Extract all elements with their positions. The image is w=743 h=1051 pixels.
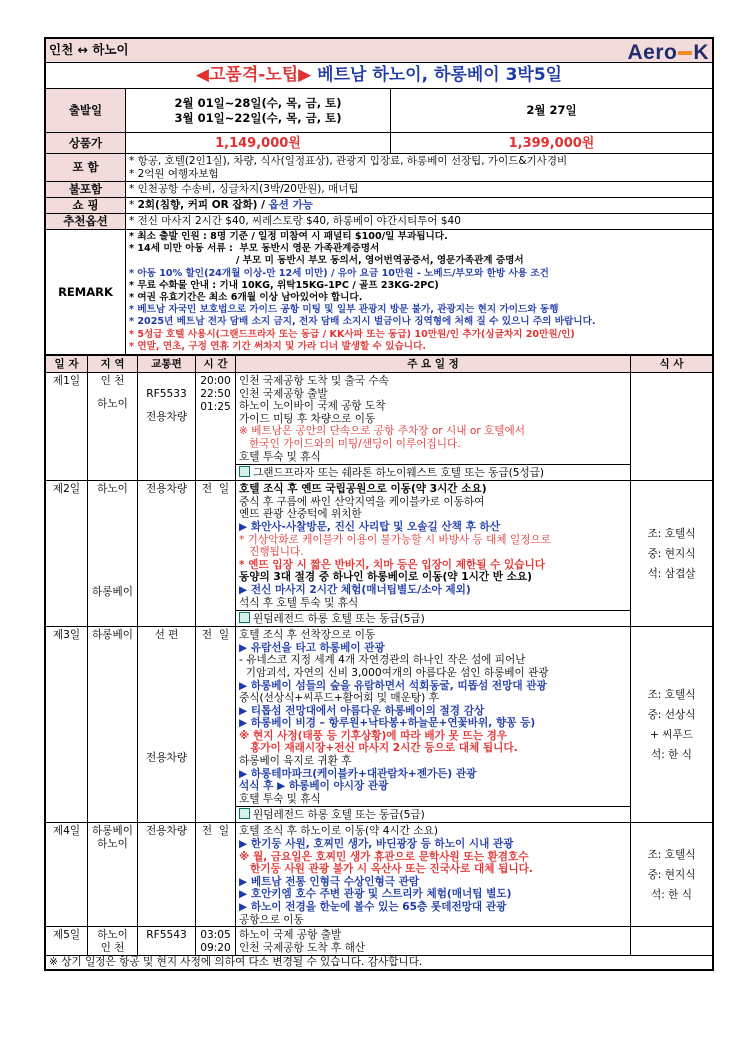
exclude-text: * 인천공항 수송비, 싱글차지(3박/20만원), 매너팁 — [126, 182, 713, 198]
remark-line: * 무료 수화물 안내 : 기내 10KG, 위탁15KG-1PC / 골프 23KG-2PC) — [129, 279, 439, 291]
meal-item: 조: 호텔식 — [647, 848, 696, 861]
time-value: 전 일 — [201, 483, 230, 496]
plan-line: ▶ 화안사-사찰방문, 진신 사리탑 및 오솔길 산책 후 하산 — [239, 520, 500, 533]
plan-line: 인천 국제공항 도착 후 해산 — [239, 941, 366, 954]
plan-line: 진행됩니다. — [239, 546, 304, 559]
col-day: 일 자 — [46, 356, 88, 373]
region-cell — [88, 373, 138, 481]
meal-cell — [631, 373, 713, 481]
price-b: 1,399,000원 — [391, 133, 713, 154]
transport-name: 전용차량 — [146, 825, 187, 838]
hotel-line — [236, 806, 630, 823]
schedule-row — [46, 627, 713, 823]
meal-item: 석: 한 식 — [650, 748, 692, 761]
plan-line: 공항으로 이동 — [239, 913, 304, 926]
region-name: 하노이 — [97, 929, 128, 942]
plan-line: ▶ 유람선을 타고 하롱베이 관광 — [239, 641, 385, 654]
plan-line: 석식 후 ▶ 하롱베이 야시장 관광 — [239, 780, 389, 793]
time-cell — [196, 481, 236, 627]
region-cell — [88, 927, 138, 956]
plan-cell — [236, 373, 631, 481]
plan-line: ▶ 티톱섬 전망대에서 아름다운 하롱베이의 절경 감상 — [239, 704, 485, 717]
region-name: 하노이 — [97, 483, 128, 496]
col-transport: 교통편 — [138, 356, 196, 373]
day-label: 제3일 — [46, 627, 88, 823]
time-cell — [196, 927, 236, 956]
plan-line: ▶ 하롱테마파크(케이블카+대관람차+젠가든) 관광 — [239, 767, 477, 780]
hotel-name: 그랜드프라자 또는 쉐라톤 하노이웨스트 호텔 또는 동급(5성급) — [253, 467, 545, 480]
day-label: 제4일 — [46, 823, 88, 927]
page-title: ◀고품격-노팁▶ 베트남 하노이, 하롱베이 3박5일 — [46, 63, 713, 89]
schedule-row — [46, 823, 713, 927]
time-value: 20:00 — [200, 375, 231, 388]
plan-line: ▶ 하노이 전경을 한눈에 볼수 있는 65층 롯데전망대 관광 — [239, 901, 507, 913]
hotel-name: 윈덤레전드 하롱 호텔 또는 동급(5급) — [253, 809, 425, 822]
meal-item: 중: 선상식 — [647, 708, 696, 721]
meal-item: 조: 호텔식 — [647, 527, 696, 540]
meal-cell — [631, 927, 713, 956]
transport-name: 전용차량 — [146, 411, 187, 424]
plan-line: ▶ 한기둥 사원, 호찌민 생가, 바딘광장 등 하노이 시내 관광 — [239, 838, 514, 851]
price-label: 상품가 — [46, 133, 126, 154]
plan-line: 한기둥 사원 관광 불가 시 옥산사 또는 진국사로 대체 됩니다. — [239, 863, 533, 876]
header-bar — [46, 39, 713, 63]
region-cell — [88, 823, 138, 927]
plan-line: * 옌뜨 입장 시 짧은 반바지, 치마 등은 입장이 제한될 수 있습니다 — [239, 558, 545, 571]
time-cell — [196, 373, 236, 481]
departure-dates-a: 2월 01일~28일(수, 목, 금, 토) 3월 01일~22일(수, 목, 금, 토) — [126, 89, 391, 133]
time-value: 22:50 — [200, 388, 231, 401]
exclude-label: 불포함 — [46, 182, 126, 198]
route-label: 인천 ↔ 하노이 — [49, 41, 129, 57]
plan-line: 호텔 조식 후 선착장으로 이동 — [239, 629, 376, 642]
plan-line: 하롱베이 육지로 귀환 후 — [239, 755, 352, 768]
meal-item: + 씨푸드 — [650, 728, 693, 741]
plan-cell — [236, 627, 631, 823]
region-name: 하노이 — [97, 398, 128, 411]
plan-line: 인천 국제공항 출발 — [239, 387, 328, 400]
plan-line: ※ 베트남은 공안의 단속으로 공항 주차장 or 시내 or 호텔에서 — [239, 425, 525, 438]
schedule-row — [46, 373, 713, 481]
meal-cell — [631, 481, 713, 627]
plan-line: ▶ 전신 마사지 2시간 체험(매너팁별도/소아 제외) — [239, 583, 471, 596]
col-region: 지 역 — [88, 356, 138, 373]
recommend-text: * 전신 마사지 2시간 $40, 씨레스토랑 $40, 하롱베이 야간시티투어 $40 — [126, 214, 713, 230]
transport-cell — [138, 481, 196, 627]
col-plan: 주 요 일 정 — [236, 356, 631, 373]
col-meal: 식 사 — [631, 356, 713, 373]
time-value: 09:20 — [200, 942, 231, 955]
time-cell — [196, 627, 236, 823]
region-name: 인 천 — [100, 375, 125, 388]
plan-line: 하노이 국제 공항 출발 — [239, 929, 342, 942]
remark-line: * 14세 미만 아동 서류 : 부모 동반시 영문 가족관계증명서 — [129, 243, 380, 255]
plan-line: 중식(선상식+씨푸드+활어회 및 매운탕) 후 — [239, 692, 439, 705]
remark-line: * 2025년 베트남 전자 담배 소지 금지, 전자 담배 소지시 벌금이나 징역형에 처해 질 수 있으니 주의 바랍니다. — [129, 316, 596, 328]
plan-line: ▶ 하롱베이 비경 – 항루원+낙타봉+하늘문+연꽃바위, 향꽁 등) — [239, 717, 536, 730]
meal-item: 중: 현지식 — [647, 868, 696, 881]
plan-cell — [236, 927, 631, 956]
plan-line: ▶ 호안키엠 호수 주변 관광 및 스트리카 체험(매너팁 별도) — [239, 888, 512, 901]
include-label: 포 함 — [46, 154, 126, 182]
hotel-name: 윈덤레전드 하롱 호텔 또는 동급(5급) — [253, 613, 425, 626]
region-name: 하롱베이 — [92, 586, 133, 599]
transport-name: 전용차량 — [146, 483, 187, 496]
shopping-label: 쇼 핑 — [46, 198, 126, 214]
departure-label: 출발일 — [46, 89, 126, 133]
departure-dates-b: 2월 27일 — [391, 89, 713, 133]
itinerary-document — [44, 37, 714, 971]
time-value: 01:25 — [200, 401, 231, 414]
plan-line: 호텔 조식 후 하노이로 이동(약 4시간 소요) — [239, 825, 438, 838]
plan-cell — [236, 823, 631, 927]
hotel-icon — [239, 808, 250, 819]
plan-line: ▶ 하롱베이 섬들의 숲을 유람하면서 석회동굴, 띠똡섬 전망대 관광 — [239, 679, 547, 692]
remark-line: * 아동 10% 할인(24개월 이상-만 12세 미만) / 유아 요금 10만원 - 노베드/부모와 한방 사용 조건 — [129, 267, 549, 279]
transport-name: 선 편 — [154, 629, 179, 642]
time-value: 전 일 — [201, 825, 230, 838]
region-name: 하노이 — [97, 838, 128, 851]
plan-line: * 기상악화로 케이블카 이용이 불가능할 시 바방사 등 대체 일정으로 — [239, 533, 551, 546]
plan-line: ▶ 베트남 전통 인형극 수상인형극 관람 — [239, 875, 420, 888]
schedule-table — [45, 355, 713, 970]
remark-label: REMARK — [46, 230, 126, 355]
transport-name: RF5543 — [146, 929, 187, 942]
col-time: 시 간 — [196, 356, 236, 373]
plan-line: 옌뜨 관광 산중턱에 위치한 — [239, 508, 362, 521]
meal-item: 조: 호텔식 — [647, 688, 696, 701]
region-name: 하롱베이 — [92, 629, 133, 642]
price-a: 1,149,000원 — [126, 133, 391, 154]
transport-cell — [138, 823, 196, 927]
plan-line: 호텔 투숙 및 휴식 — [239, 792, 321, 805]
plan-line: ※ 현지 사정(태풍 등 기후상황)에 따라 배가 못 뜨는 경우 — [239, 729, 508, 742]
hotel-line — [236, 464, 630, 481]
plan-line: 호텔 투숙 및 휴식 — [239, 450, 321, 463]
plan-line: 한국인 가이드와의 미팅/샌딩이 이루어집니다. — [239, 438, 461, 450]
plan-line: ※ 월, 금요일은 호찌민 생가 휴관으로 문학사원 또는 환겸호수 — [239, 850, 529, 863]
footer-note: ※ 상기 일정은 항공 및 현지 사정에 의하여 다소 변경될 수 있습니다. 감사합니다. — [46, 956, 713, 970]
meal-item: 석: 삼겹살 — [647, 567, 696, 580]
include-text: * 항공, 호텔(2인1실), 차량, 식사(일정표상), 관광지 입장료, 하롱베이 선장팁, 가이드&기사경비 * 2억원 여행자보험 — [126, 154, 713, 182]
transport-cell — [138, 627, 196, 823]
time-value: 전 일 — [201, 629, 230, 642]
day-label: 제5일 — [46, 927, 88, 956]
remark-text — [126, 230, 713, 355]
day-label: 제2일 — [46, 481, 88, 627]
region-cell — [88, 481, 138, 627]
transport-name: RF5533 — [146, 388, 187, 401]
region-name: 하롱베이 — [92, 825, 133, 838]
region-cell — [88, 627, 138, 823]
transport-cell — [138, 927, 196, 956]
plan-line: 석식 후 호텔 투숙 및 휴식 — [239, 596, 359, 609]
plan-cell — [236, 481, 631, 627]
shopping-text: * 2회(침향, 커피 OR 잡화) / 옵션 가능 — [126, 198, 713, 214]
plan-line: 동양의 3대 절경 중 하나인 하롱베이로 이동(약 1시간 반 소요) — [239, 571, 532, 584]
summary-table — [45, 38, 713, 355]
transport-cell — [138, 373, 196, 481]
remark-line: * 연말, 연초, 구정 연휴 기간 써차지 및 가라 디너 발생할 수 있습니다. — [129, 340, 426, 352]
day-label: 제1일 — [46, 373, 88, 481]
time-value: 03:05 — [200, 929, 231, 942]
meal-cell — [631, 823, 713, 927]
plan-line: 인천 국제공항 도착 및 출국 수속 — [239, 375, 389, 388]
plan-line: 호텔 조식 후 옌뜨 국립공원으로 이동(약 3시간 소요) — [239, 483, 487, 496]
plan-line: 중식 후 구름에 싸인 산악지역을 케이블카로 이동하여 — [239, 495, 485, 508]
plan-line: 홍가이 재래시장+전신 마사지 2시간 등으로 대체 됩니다. — [239, 742, 518, 755]
meal-cell — [631, 627, 713, 823]
time-cell — [196, 823, 236, 927]
hotel-line — [236, 610, 630, 627]
aerok-logo: Aero K — [627, 40, 709, 64]
transport-name: 전용차량 — [146, 752, 187, 765]
meal-item: 중: 현지식 — [647, 547, 696, 560]
hotel-icon — [239, 612, 250, 623]
schedule-row — [46, 927, 713, 956]
plan-line: 기암괴석, 자연의 신비 3,000여개의 아름다운 섬인 하롱베이 관광 — [239, 666, 549, 679]
plan-line: 가이드 미팅 후 차량으로 이동 — [239, 412, 376, 425]
remark-line: * 베트남 자국민 보호법으로 가이드 공항 미팅 및 일부 관광지 방문 불가, 관광지는 현지 가이드와 동행 — [129, 304, 559, 316]
recommend-label: 추천옵션 — [46, 214, 126, 230]
region-name: 인 천 — [100, 942, 125, 955]
plan-line: - 유네스코 지정 세계 4개 자연경관의 하나인 작은 섬에 피어난 — [239, 654, 526, 667]
remark-line: / 부모 미 동반시 부모 동의서, 영어번역공증서, 영문가족관계 증명서 — [129, 255, 524, 267]
hotel-icon — [239, 466, 250, 477]
remark-line: * 최소 출발 인원 : 8명 기준 / 일정 미참여 시 패널티 $100/일 부과됩니다. — [129, 231, 448, 242]
meal-item: 석: 한 식 — [650, 888, 692, 901]
remark-line: * 5성급 호텔 사용시(그랜드프라자 또는 동급 / KK사파 또는 동급) 10만원/인 추가(싱글차지 20만원/인) — [129, 328, 575, 340]
schedule-row — [46, 481, 713, 627]
plan-line: 하노이 노이바이 국제 공항 도착 — [239, 400, 386, 413]
remark-line: * 여권 유효기간은 최소 6개월 이상 남아있어야 합니다. — [129, 292, 363, 304]
